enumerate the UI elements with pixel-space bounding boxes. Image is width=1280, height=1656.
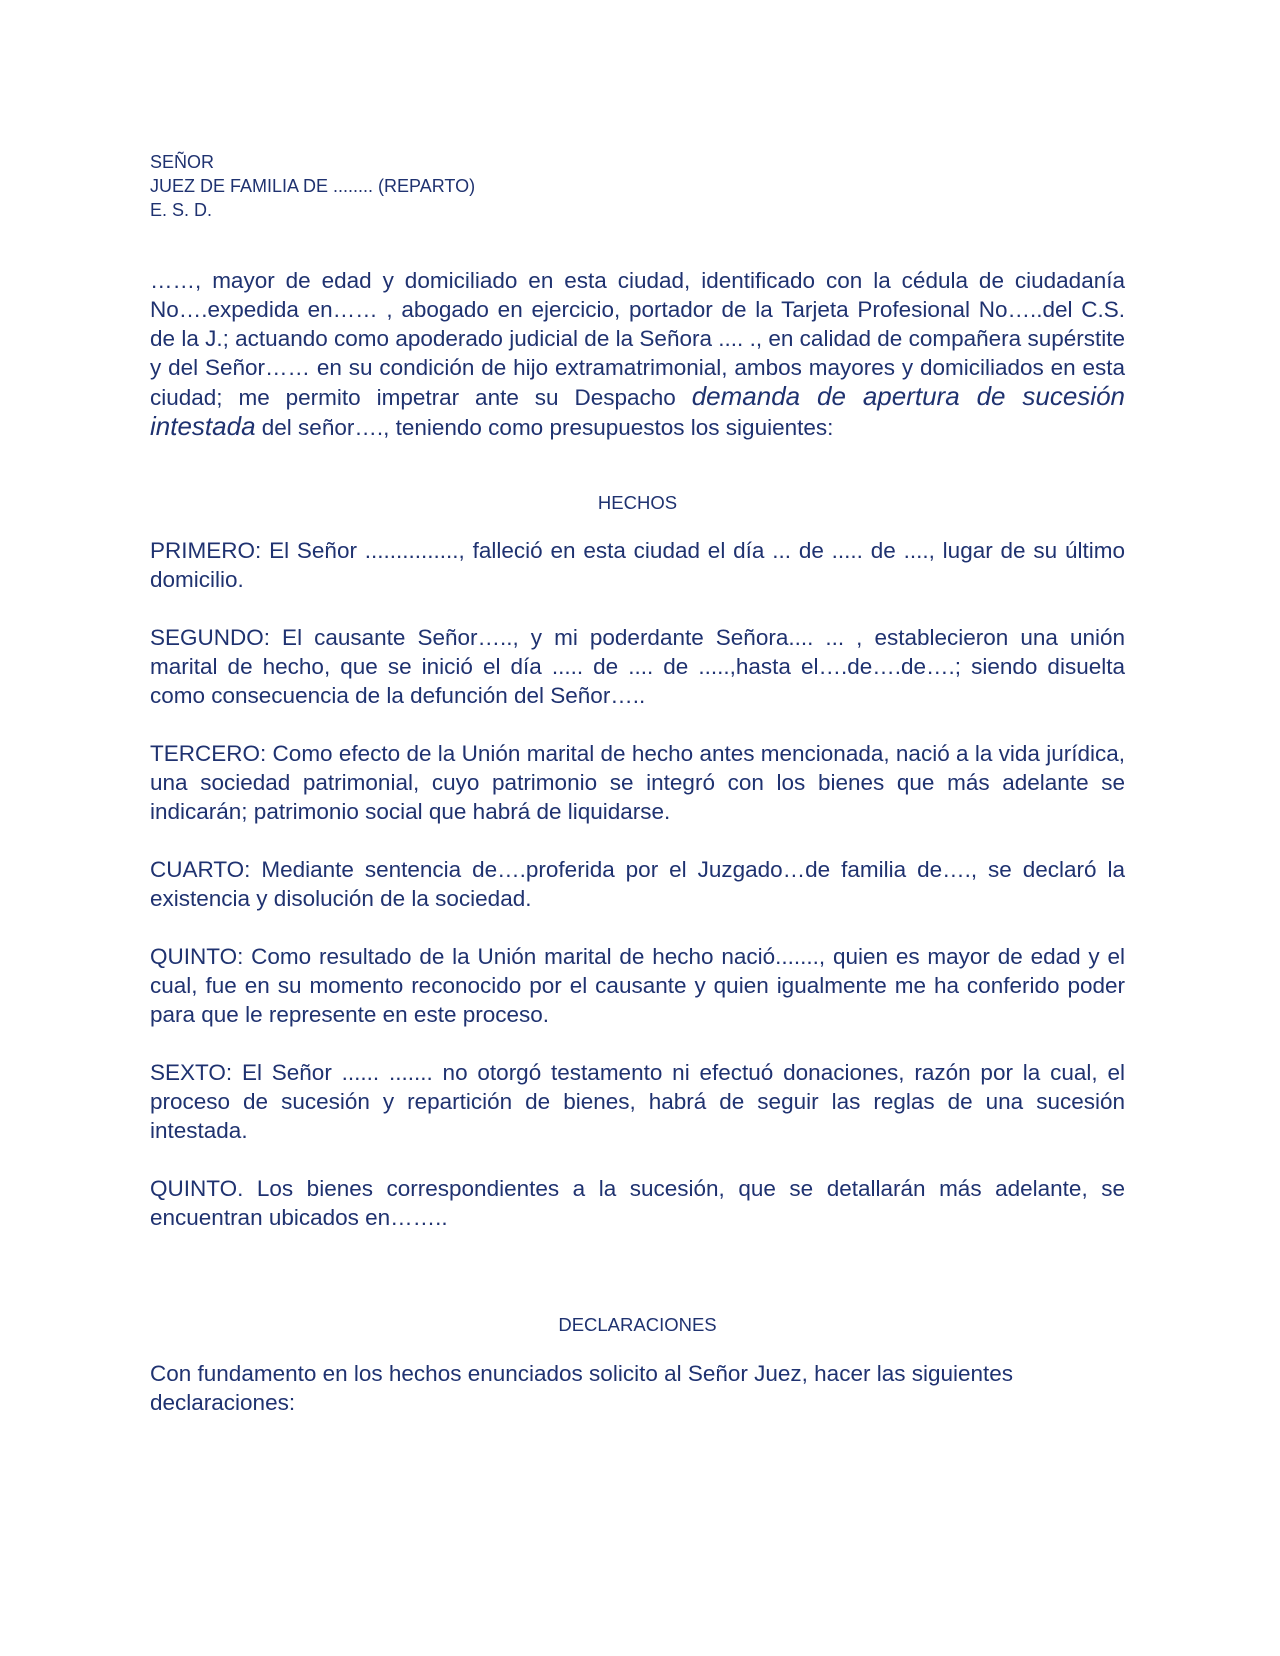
hecho-tercero: TERCERO: Como efecto de la Unión marital de hecho antes mencionada, nació a la vida jurídica, una sociedad patrimonial, cuyo patrimonio se integró con los bienes que más adelante se indicarán; patrimonio social que habrá de liquidarse.	[150, 741, 1125, 824]
hechos-list	[150, 536, 1125, 1232]
addressee-block	[150, 150, 1125, 222]
hecho-primero: PRIMERO: El Señor ..............., falleció en esta ciudad el día ... de ..... de ...., lugar de su último domicilio.	[150, 538, 1125, 592]
document-page	[150, 150, 1125, 1417]
hecho-sexto: SEXTO: El Señor ...... ....... no otorgó testamento ni efectuó donaciones, razón por la cual, el proceso de sucesión y repartición de bienes, habrá de seguir las reglas de una sucesión intestada.	[150, 1060, 1125, 1143]
hecho-segundo: SEGUNDO: El causante Señor….., y mi poderdante Señora.... ... , establecieron una unión marital de hecho, que se inició el día ..... de .... de .....,hasta el….de….de….; siendo disuelta como consecuencia de la defunción del Señor…..	[150, 625, 1125, 708]
hechos-heading: HECHOS	[597, 492, 678, 513]
declaraciones-paragraph: Con fundamento en los hechos enunciados solicito al Señor Juez, hacer las siguientes declaraciones:	[150, 1361, 1014, 1415]
declaraciones-heading: DECLARACIONES	[558, 1314, 717, 1335]
intro-text-start: ……, mayor de edad y domiciliado en esta ciudad, identificado con la cédula de ciudadanía No….expedida en…… , abogado en ejercicio, portador de la Tarjeta Profesional No…..del C.S. de la J.; actuando como apoderado judicial de la Señora .... ., en calidad de compañera supérstite y del Señor…… en su condición de hijo extramatrimonial, ambos mayores y domiciliados en esta ciudad; me permito impetrar ante su Despacho	[150, 268, 1125, 410]
intro-paragraph	[150, 266, 1125, 442]
hecho-quinto: QUINTO: Como resultado de la Unión marital de hecho nació......., quien es mayor de edad y el cual, fue en su momento reconocido por el causante y quien igualmente me ha conferido poder para que le represente en este proceso.	[150, 944, 1125, 1027]
addressee-line-1: SEÑOR	[150, 152, 215, 172]
hecho-cuarto: CUARTO: Mediante sentencia de….proferida por el Juzgado…de familia de…., se declaró la existencia y disolución de la sociedad.	[150, 857, 1125, 911]
intro-text-end: del señor…., teniendo como presupuestos los siguientes:	[255, 415, 834, 440]
hecho-quinto-bienes: QUINTO. Los bienes correspondientes a la sucesión, que se detallarán más adelante, se encuentran ubicados en……..	[150, 1176, 1125, 1230]
addressee-line-3: E. S. D.	[150, 200, 213, 220]
intro-emphasis: demanda de apertura de sucesión intestada	[150, 381, 1126, 441]
addressee-line-2: JUEZ DE FAMILIA DE ........ (REPARTO)	[150, 176, 476, 196]
